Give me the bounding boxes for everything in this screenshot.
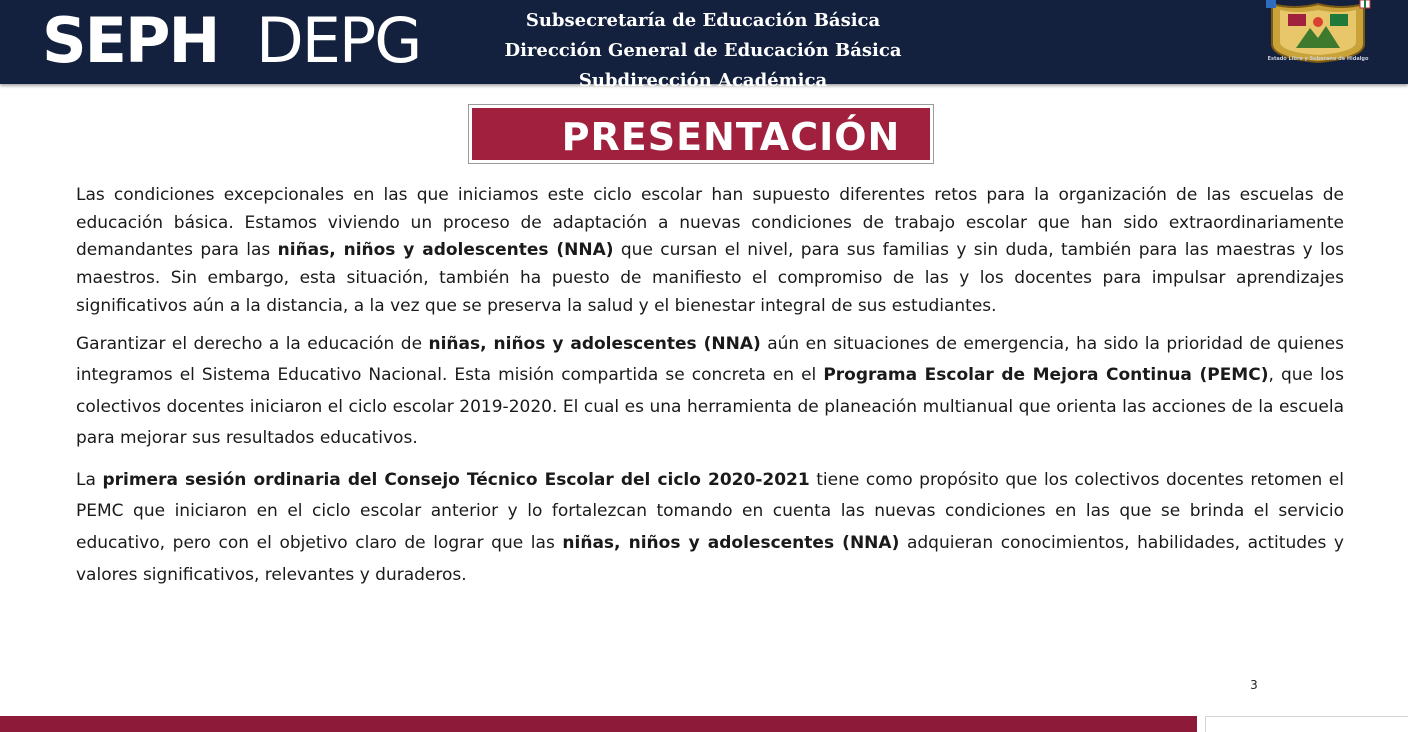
paragraph-3-bold-nna: niñas, niños y adolescentes (NNA) <box>562 533 900 554</box>
footer-box <box>1205 716 1408 732</box>
paragraph-1 <box>76 182 1344 321</box>
paragraph-2-bold-nna: niñas, niños y adolescentes (NNA) <box>428 333 761 354</box>
header-titles <box>470 6 936 96</box>
section-title: PRESENTACIÓN <box>561 115 901 159</box>
paragraph-3-text-a: La <box>76 469 103 490</box>
footer-bar <box>0 716 1197 732</box>
header-bar <box>0 0 1408 91</box>
seph-logo: SEPH <box>42 4 219 77</box>
paragraph-2 <box>76 329 1344 455</box>
page-number: 3 <box>1250 678 1258 692</box>
paragraph-2-text-b: aún en situaciones de emergencia, ha sido la prioridad de quienes integramos el Sistema Educativo Nacional. Esta misión compartida se concreta en el <box>76 333 1344 386</box>
header-line-subdireccion: Subdirección Académica <box>578 70 828 91</box>
paragraph-1-bold-nna: niñas, niños y adolescentes (NNA) <box>277 240 614 261</box>
paragraph-3-bold-session: primera sesión ordinaria del Consejo Técnico Escolar del ciclo 2020-2021 <box>102 469 810 490</box>
section-title-box <box>472 108 930 160</box>
presentation-body <box>76 182 1344 591</box>
hidalgo-coat-of-arms-icon <box>1262 0 1374 74</box>
emblem-caption: Estado Libre y Soberano de Hidalgo <box>1267 56 1369 62</box>
paragraph-3-text-c: adquieran conocimientos, habilidades, actitudes y valores significativos, relevantes y duraderos. <box>76 533 1344 585</box>
paragraph-2-text-c: , que los colectivos docentes iniciaron el ciclo escolar 2019-2020. El cual es una herramienta de planeación multianual que orienta las acciones de la escuela para mejorar sus resultados educativos. <box>76 365 1344 449</box>
paragraph-3 <box>76 465 1344 591</box>
header-line-subsecretaria: Subsecretaría de Educación Básica <box>525 10 881 31</box>
paragraph-1-text-a: Las condiciones excepcionales en las que iniciamos este ciclo escolar han supuesto diferentes retos para la organización de las escuelas de educación básica. Estamos viviendo un proceso de adaptación a nuevas condiciones de trabajo escolar que han sido extraordinariamente demandantes para las <box>76 185 1344 261</box>
section-title-frame <box>468 104 934 164</box>
paragraph-2-bold-pemc: Programa Escolar de Mejora Continua (PEMC) <box>823 365 1269 386</box>
depg-logo: DEPG <box>256 4 421 77</box>
paragraph-2-text-a: Garantizar el derecho a la educación de <box>76 333 429 354</box>
paragraph-3-text-b: tiene como propósito que los colectivos docentes retomen el PEMC que iniciaron en el ciclo escolar anterior y lo fortalezcan tomando en cuenta las nuevas condiciones en las que se brinda el servicio educativo, pero con el objetivo claro de lograr que las <box>76 469 1344 554</box>
paragraph-1-text-b: que cursan el nivel, para sus familias y sin duda, también para las maestras y los maestros. Sin embargo, esta situación, también ha puesto de manifiesto el compromiso de las y los docentes para impulsar aprendizajes significativos aún a la distancia, a la vez que se preserva la salud y el bienestar integral de sus estudiantes. <box>76 240 1345 316</box>
header-line-direccion: Dirección General de Educación Básica <box>504 40 902 61</box>
